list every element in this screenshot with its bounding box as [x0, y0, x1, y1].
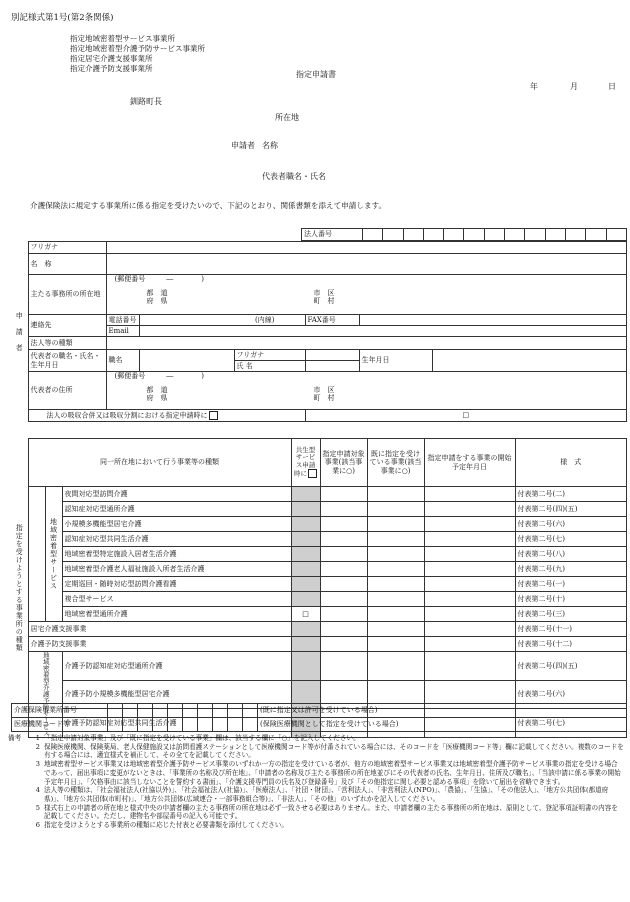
service-name: 夜間対応型訪問介護: [62, 487, 291, 502]
medical-digit[interactable]: [138, 718, 153, 732]
medical-note: (保険医療機関として指定を受けている場合): [258, 718, 627, 732]
code-table: [11, 703, 627, 732]
apply-cell[interactable]: [320, 592, 367, 607]
kyoseigata-cell[interactable]: [291, 622, 320, 637]
apply-cell[interactable]: [320, 547, 367, 562]
medical-digit[interactable]: [213, 718, 228, 732]
form-cell: 付表第二号(六): [515, 517, 626, 532]
group-community-label: 地域密着型サービス: [45, 487, 62, 622]
form-cell: 付表第二号(十一): [515, 622, 626, 637]
form-cell: 付表第二号(二): [515, 487, 626, 502]
corp-number-digit[interactable]: [505, 229, 525, 241]
service-name: 介護予防支援事業: [28, 637, 291, 652]
insurance-digit[interactable]: [123, 704, 138, 718]
apply-cell[interactable]: [320, 607, 367, 622]
rep-address-field[interactable]: [106, 372, 627, 410]
corp-number-digit[interactable]: [586, 229, 606, 241]
corp-type-label: 法人等の種類: [28, 337, 106, 350]
form-cell: 付表第二号(八): [515, 547, 626, 562]
kyoseigata-checkbox[interactable]: □: [291, 607, 320, 622]
designated-cell[interactable]: [367, 607, 424, 622]
service-name: 小規模多機能型居宅介護: [62, 517, 291, 532]
corp-number-digit[interactable]: [363, 229, 383, 241]
mayor: 釧路町長: [130, 97, 162, 106]
start-date-cell[interactable]: [424, 637, 515, 652]
name-field[interactable]: [106, 254, 627, 275]
designated-cell[interactable]: [367, 622, 424, 637]
medical-digit[interactable]: [168, 718, 183, 732]
furigana-label: フリガナ: [28, 242, 106, 254]
col-already-designated: 既に指定を受けている事業(該当事業に○): [367, 439, 424, 487]
medical-digit[interactable]: [153, 718, 168, 732]
start-date-cell[interactable]: [424, 532, 515, 547]
notes-label: 備考: [8, 734, 22, 742]
kyoseigata-cell[interactable]: [291, 577, 320, 592]
kyoseigata-cell[interactable]: [291, 487, 320, 502]
birth-field[interactable]: [432, 350, 627, 372]
apply-cell[interactable]: [320, 532, 367, 547]
addressee-3: 指定居宅介護支援事業所: [70, 54, 153, 63]
designated-cell[interactable]: [367, 592, 424, 607]
document-title: 指定申請書: [296, 70, 336, 79]
insurance-digit[interactable]: [138, 704, 153, 718]
pref-label: 都 道 府 県: [146, 289, 168, 306]
apply-cell[interactable]: [320, 622, 367, 637]
service-name: 居宅介護支援事業: [28, 622, 291, 637]
insurance-digit[interactable]: [168, 704, 183, 718]
col-form: 様 式: [515, 439, 626, 487]
form-cell: 付表第二号(七): [515, 709, 626, 738]
designated-cell[interactable]: [367, 547, 424, 562]
note-5: 様式右上の申請者の所在地と様式中央の申請者欄の主たる事務所の所在地は必ず一致させる必要はありません。また、申請者欄の主たる事務所の所在地は、原則として、登記事項証明書の内容を記載してください。ただし、建物名や部屋番号の記入も可能です。: [44, 803, 618, 821]
kyoseigata-cell[interactable]: [291, 592, 320, 607]
designated-cell[interactable]: [367, 502, 424, 517]
email-field[interactable]: [139, 326, 627, 337]
designated-cell[interactable]: [367, 652, 424, 681]
medical-digit[interactable]: [183, 718, 198, 732]
kyoseigata-cell[interactable]: [291, 502, 320, 517]
service-side-label: 指定を受けようとする事業所の種類: [15, 523, 24, 652]
col-service-type: 同一所在地において行う事業等の種類: [28, 439, 291, 487]
apply-cell[interactable]: [320, 577, 367, 592]
office-address-field[interactable]: [106, 275, 627, 315]
applicant-table: [11, 241, 627, 422]
corp-number-digit[interactable]: [545, 229, 565, 241]
form-cell: 付表第二号(九): [515, 562, 626, 577]
start-date-cell[interactable]: [424, 577, 515, 592]
medical-digit[interactable]: [198, 718, 213, 732]
fax-field[interactable]: [359, 315, 627, 326]
insurance-digit[interactable]: [198, 704, 213, 718]
note-3: 地域密着型サービス事業又は地域密着型介護予防サービス事業のいずれか一方の指定を受けている者が、他方の地域密着型サービス事業又は地域密着型介護予防サービス事業の指定を受ける場合であって、届出事項に変更がないときは、「事業所の名称及び所在地」、「申請者の名称及び主たる事務所の所在地並びにその代表者の氏名、生年月日、住所及び職名」、「当該申請に係る事業の開始予定年月日」、「欠格事由に該当しないことを誓約する書面」、「介護支援専門員の氏名及び登録番号」及び「その他指定に関し必要と認める事項」を除いて届出を省略できます。: [44, 760, 621, 786]
merger-label: 法人の吸収合併又は吸収分割における指定申請時に: [28, 410, 305, 422]
applicant-address-label: 所在地: [275, 113, 299, 122]
medical-code-label: 医療機関コード等: [12, 718, 108, 732]
checkbox-icon: [308, 469, 317, 478]
apply-cell[interactable]: [320, 637, 367, 652]
corp-number-digit[interactable]: [565, 229, 585, 241]
corp-number-digit[interactable]: [403, 229, 423, 241]
insurance-number-label: 介護保険事業所番号: [12, 704, 108, 718]
col-apply-target: 指定申請対象事業(該当事業に○): [320, 439, 367, 487]
service-table: [11, 438, 627, 738]
rep-zip-label: (郵便番号 ― ): [114, 372, 204, 380]
designated-cell[interactable]: [367, 637, 424, 652]
designated-cell[interactable]: [367, 532, 424, 547]
apply-cell[interactable]: [320, 502, 367, 517]
kyoseigata-cell[interactable]: [291, 652, 320, 681]
note-1: 「指定申請対象事業」及び「既に指定を受けている事業」欄は、該当する欄に「○」を記入してください。: [44, 734, 360, 742]
corp-number-digit[interactable]: [383, 229, 403, 241]
date-year: 年: [530, 82, 538, 91]
rep-address-label: 代表者の住所: [28, 372, 106, 410]
applicant-side-label: 申 請 者: [15, 311, 24, 352]
note-6: 指定を受けようとする事業所の種類に応じた付表と必要書類を添付してください。: [44, 821, 288, 830]
form-cell: 付表第二号(一): [515, 577, 626, 592]
apply-cell[interactable]: [320, 652, 367, 681]
service-name: 地域密着型特定施設入居者生活介護: [62, 547, 291, 562]
apply-cell[interactable]: [320, 562, 367, 577]
notes-section: 備考 1 「指定申請対象事業」及び「既に指定を受けている事業」欄は、該当する欄に「○」を記入してください。 2 保険医療機関、保険薬局、老人保健施設又は訪問看護ステーションとして医療機関コード等が付番されている場合には、そのコードを「医療機関コード等」欄に記載してください。複数のコードを有する場合には、適宜様式を補正して、その全てを記載してください。 3 地域密着型サービス事業又は地域密着型介護予防サービス事業のいずれか一方の指定を受けている者が、他方の地域密着型サービス事業又は地域密着型介護予防サービス事業の指定を受ける場合であって、届出事項に変更がないときは、「事業所の名称及び所在地」、「申請者の名称及び主たる事務所の所在地並びにその代表者の氏名、生年月日、住所及び職名」、「当該申請に係る事業の開始予定年月日」、「欠格事由に該当しないことを誓約する書面」、「介護支援専門員の氏名及び登録番号」及び「その他指定に関し必要と認める事項」を除いて届出を省略できます。 4 法人等の種類は、「社会福祉法人(社協以外)」、「社会福祉法人(社協)」、「医療法人」、「社団・財団」、「営利法人」、「非営利法人(NPO)」、「農協」、「生協」、「その他法人」、「地方公共団体(都道府県)」、「地方公共団体(市町村)」、「地方公共団体(広域連合・一部事務組合等)」、「非法人」、「その他」のいずれかを記入してください。 5 様式右上の申請者の所在地と様式中央の申請者欄の主たる事務所の所在地は必ず一致させる必要はありません。また、申請者欄の主たる事務所の所在地は、原則として、登記事項証明書の内容を記載してください。ただし、建物名や部屋番号の記入も可能です。 6 指定を受けようとする事業所の種類に応じた付表と必要書類を添付してください。: [8, 734, 624, 830]
form-cell: 付表第二号(三): [515, 607, 626, 622]
applicant-label: 申請者: [231, 141, 255, 150]
insurance-note: (既に指定又は許可を受けている場合): [258, 704, 627, 718]
contact-label: 連絡先: [28, 315, 106, 337]
corp-number-digit[interactable]: [606, 229, 626, 241]
service-name: 介護予防認知症対応型共同生活介護: [62, 709, 291, 738]
date-month: 月: [570, 82, 578, 91]
form-cell: 付表第二号(四)(五): [515, 502, 626, 517]
medical-digit[interactable]: [108, 718, 123, 732]
zip-label: (郵便番号 ― ): [114, 275, 204, 283]
rep-fullname-field[interactable]: [305, 361, 359, 372]
service-name: 認知症対応型共同生活介護: [62, 532, 291, 547]
name-label: 名 称: [28, 254, 106, 275]
merger-checkbox[interactable]: □: [305, 410, 627, 422]
kyoseigata-cell[interactable]: [291, 637, 320, 652]
city-label: 市 区 町 村: [313, 289, 335, 306]
intro-text: 介護保険法に規定する事業所に係る指定を受けたいので、下記のとおり、関係書類を添えて申請します。: [30, 201, 387, 210]
service-name: 介護予防認知症対応型通所介護: [62, 652, 291, 681]
addressee-2: 指定地域密着型介護予防サービス事業所: [70, 44, 205, 53]
rep-furigana-field[interactable]: [305, 350, 359, 361]
corp-number-digit[interactable]: [484, 229, 504, 241]
corp-number-label: 法人番号: [302, 229, 363, 241]
rep-pref-label: 都 道 府 県: [146, 386, 168, 403]
note-4: 法人等の種類は、「社会福祉法人(社協以外)」、「社会福祉法人(社協)」、「医療法人」、「社団・財団」、「営利法人」、「非営利法人(NPO)」、「農協」、「生協」、「その他法人」、「地方公共団体(都道府県)」、「地方公共団体(市町村)」、「地方公共団体(広域連合・一部事務組合等)」、「非法人」、「その他」のいずれかを記入してください。: [44, 786, 609, 803]
designated-cell[interactable]: [367, 562, 424, 577]
corp-number-digit[interactable]: [525, 229, 545, 241]
col-kyoseigata: 共生型サービス申請時に: [291, 439, 320, 487]
form-cell: 付表第二号(十二): [515, 637, 626, 652]
medical-digit[interactable]: [228, 718, 243, 732]
addressee-4: 指定介護予防支援事業所: [70, 64, 153, 73]
ext-label: (内線): [139, 315, 305, 326]
email-label: Email: [106, 326, 139, 337]
form-cell: 付表第二号(七): [515, 532, 626, 547]
tel-label: 電話番号: [106, 315, 139, 326]
kyoseigata-cell[interactable]: [291, 517, 320, 532]
start-date-cell[interactable]: [424, 592, 515, 607]
designated-cell[interactable]: [367, 517, 424, 532]
office-address-label: 主たる事務所の所在地: [28, 275, 106, 315]
insurance-digit[interactable]: [153, 704, 168, 718]
furigana-field[interactable]: [106, 242, 627, 254]
birth-label: 生年月日: [359, 350, 432, 372]
service-name: 介護予防小規模多機能型居宅介護: [62, 680, 291, 709]
insurance-digit[interactable]: [243, 704, 258, 718]
rep-position-field[interactable]: [139, 350, 234, 372]
fax-label: FAX番号: [305, 315, 359, 326]
designated-cell[interactable]: [367, 577, 424, 592]
group-prevent-label: 地域密着型介護予防サービス: [28, 652, 62, 738]
form-cell: 付表第二号(四)(五): [515, 652, 626, 681]
col-start-date: 指定申請をする事業の開始予定年月日: [424, 439, 515, 487]
note-2: 保険医療機関、保険薬局、老人保健施設又は訪問看護ステーションとして医療機関コード等が付番されている場合には、そのコードを「医療機関コード等」欄に記載してください。複数のコードを有する場合には、適宜様式を補正して、その全てを記載してください。: [44, 742, 624, 760]
applicant-rep-label: 代表者職名・氏名: [262, 172, 326, 181]
date-day: 日: [608, 82, 616, 91]
addressee-1: 指定地域密着型サービス事業所: [70, 34, 175, 43]
applicant-name-label: 名称: [262, 141, 278, 150]
apply-cell[interactable]: [320, 517, 367, 532]
start-date-cell[interactable]: [424, 487, 515, 502]
designated-cell[interactable]: [367, 487, 424, 502]
insurance-digit[interactable]: [213, 704, 228, 718]
form-cell: 付表第二号(十): [515, 592, 626, 607]
insurance-digit[interactable]: [108, 704, 123, 718]
corp-number-digit[interactable]: [444, 229, 464, 241]
medical-digit[interactable]: [243, 718, 258, 732]
start-date-cell[interactable]: [424, 652, 515, 681]
service-name: 認知症対応型通所介護: [62, 502, 291, 517]
checkbox-icon: [209, 411, 218, 420]
service-name: 複合型サービス: [62, 592, 291, 607]
corp-type-field[interactable]: [106, 337, 627, 350]
service-name: 定期巡回・随時対応型訪問介護看護: [62, 577, 291, 592]
rep-furigana-label: フリガナ: [234, 350, 305, 361]
rep-position-label: 職名: [106, 350, 139, 372]
service-name: 地域密着型介護老人福祉施設入所者生活介護: [62, 562, 291, 577]
corp-number-digit[interactable]: [423, 229, 443, 241]
medical-digit[interactable]: [123, 718, 138, 732]
insurance-digit[interactable]: [228, 704, 243, 718]
corp-number-digit[interactable]: [464, 229, 484, 241]
form-number: 別記様式第1号(第2条関係): [11, 13, 114, 23]
start-date-cell[interactable]: [424, 502, 515, 517]
kyoseigata-cell[interactable]: [291, 562, 320, 577]
rep-fullname-label: 氏 名: [234, 361, 305, 372]
corp-number-table: [301, 228, 627, 241]
start-date-cell[interactable]: [424, 547, 515, 562]
kyoseigata-cell[interactable]: [291, 547, 320, 562]
start-date-cell[interactable]: [424, 517, 515, 532]
start-date-cell[interactable]: [424, 562, 515, 577]
insurance-digit[interactable]: [183, 704, 198, 718]
service-name: 地域密着型通所介護: [62, 607, 291, 622]
apply-cell[interactable]: [320, 487, 367, 502]
kyoseigata-cell[interactable]: [291, 532, 320, 547]
rep-name-label: 代表者の職名・氏名・生年月日: [28, 350, 106, 372]
start-date-cell[interactable]: [424, 607, 515, 622]
form-cell: 付表第二号(六): [515, 680, 626, 709]
rep-city-label: 市 区 町 村: [313, 386, 335, 403]
start-date-cell[interactable]: [424, 622, 515, 637]
